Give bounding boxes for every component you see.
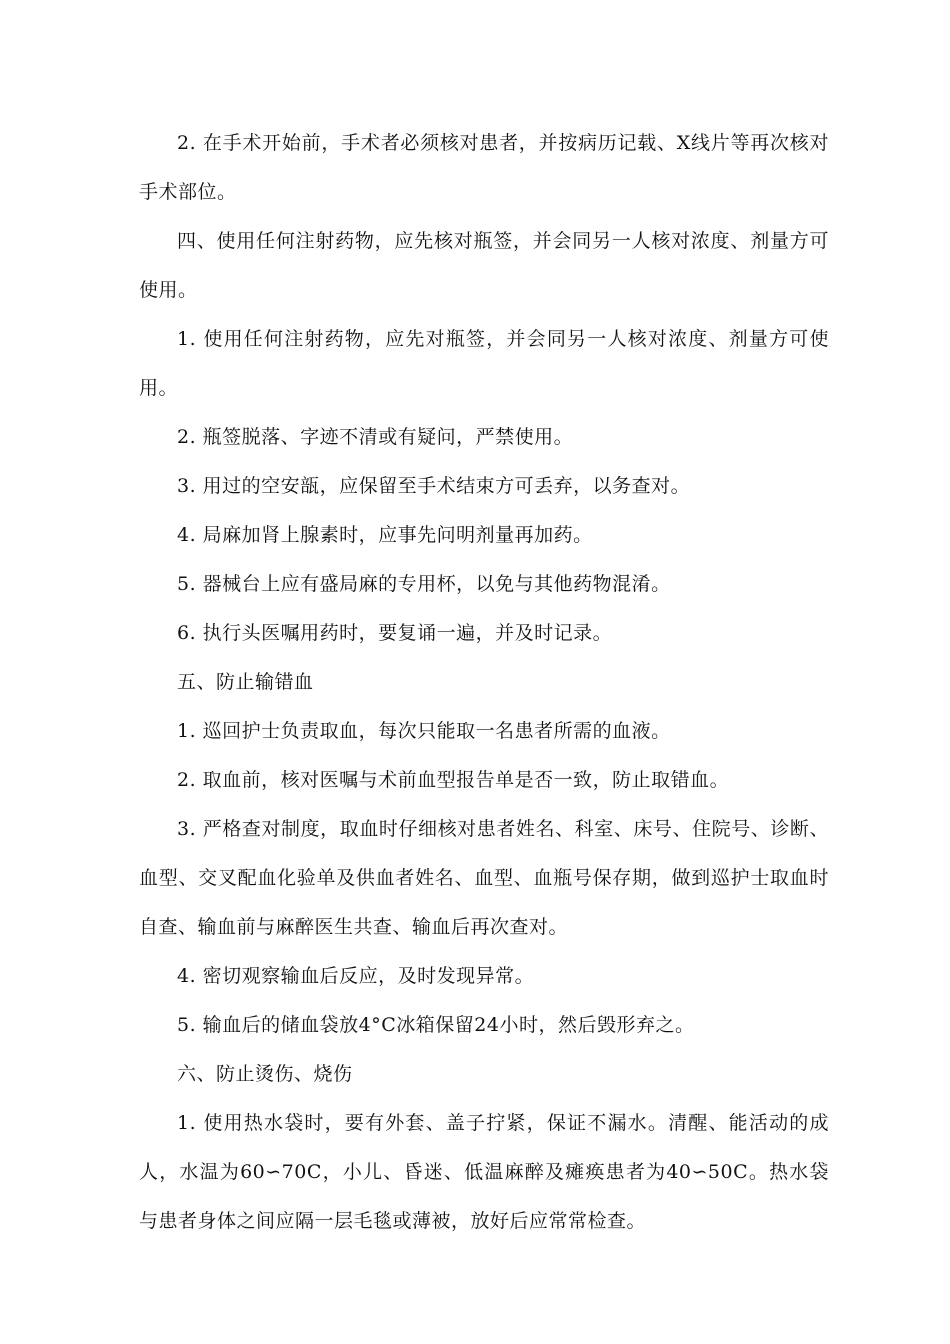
document-body	[139, 119, 829, 1246]
paragraph: 6. 执行头医嘱用药时，要复诵一遍，并及时记录。	[177, 622, 613, 644]
paragraph: 3. 用过的空安瓿，应保留至手术结束方可丢弃，以务查对。	[177, 475, 691, 497]
paragraph: 1. 使用任何注射药物，应先对瓶签，并会同另一人核对浓度、剂量方可使用。	[139, 328, 829, 399]
paragraph: 1. 使用热水袋时，要有外套、盖子拧紧，保证不漏水。清醒、能活动的成人，水温为60∽70C，小儿、昏迷、低温麻醉及瘫痪患者为40∽50C。热水袋与患者身体之间应隔一层毛毯或薄被，放好后应常常检查。	[139, 1112, 829, 1232]
section-heading-four: 四、使用任何注射药物，应先核对瓶签，并会同另一人核对浓度、剂量方可使用。	[139, 230, 829, 301]
paragraph: 2. 瓶签脱落、字迹不清或有疑问，严禁使用。	[177, 426, 574, 448]
paragraph: 4. 密切观察输血后反应，及时发现异常。	[177, 965, 535, 987]
paragraph: 5. 输血后的储血袋放4°C冰箱保留24小时，然后毁形弃之。	[177, 1014, 695, 1036]
paragraph: 5. 器械台上应有盛局麻的专用杯，以免与其他药物混淆。	[177, 573, 671, 595]
paragraph: 2. 取血前，核对医嘱与术前血型报告单是否一致，防止取错血。	[177, 769, 730, 791]
paragraph: 1. 巡回护士负责取血，每次只能取一名患者所需的血液。	[177, 720, 671, 742]
section-heading-five: 五、防止输错血	[177, 671, 314, 693]
paragraph: 4. 局麻加肾上腺素时，应事先问明剂量再加药。	[177, 524, 593, 546]
paragraph: 2. 在手术开始前，手术者必须核对患者，并按病历记载、X线片等再次核对手术部位。	[139, 132, 829, 203]
section-heading-six: 六、防止烫伤、烧伤	[177, 1063, 353, 1085]
paragraph: 3. 严格查对制度，取血时仔细核对患者姓名、科室、床号、住院号、诊断、血型、交叉配血化验单及供血者姓名、血型、血瓶号保存期，做到巡护士取血时自查、输血前与麻醉医生共查、输血后再次查对。	[139, 818, 829, 938]
